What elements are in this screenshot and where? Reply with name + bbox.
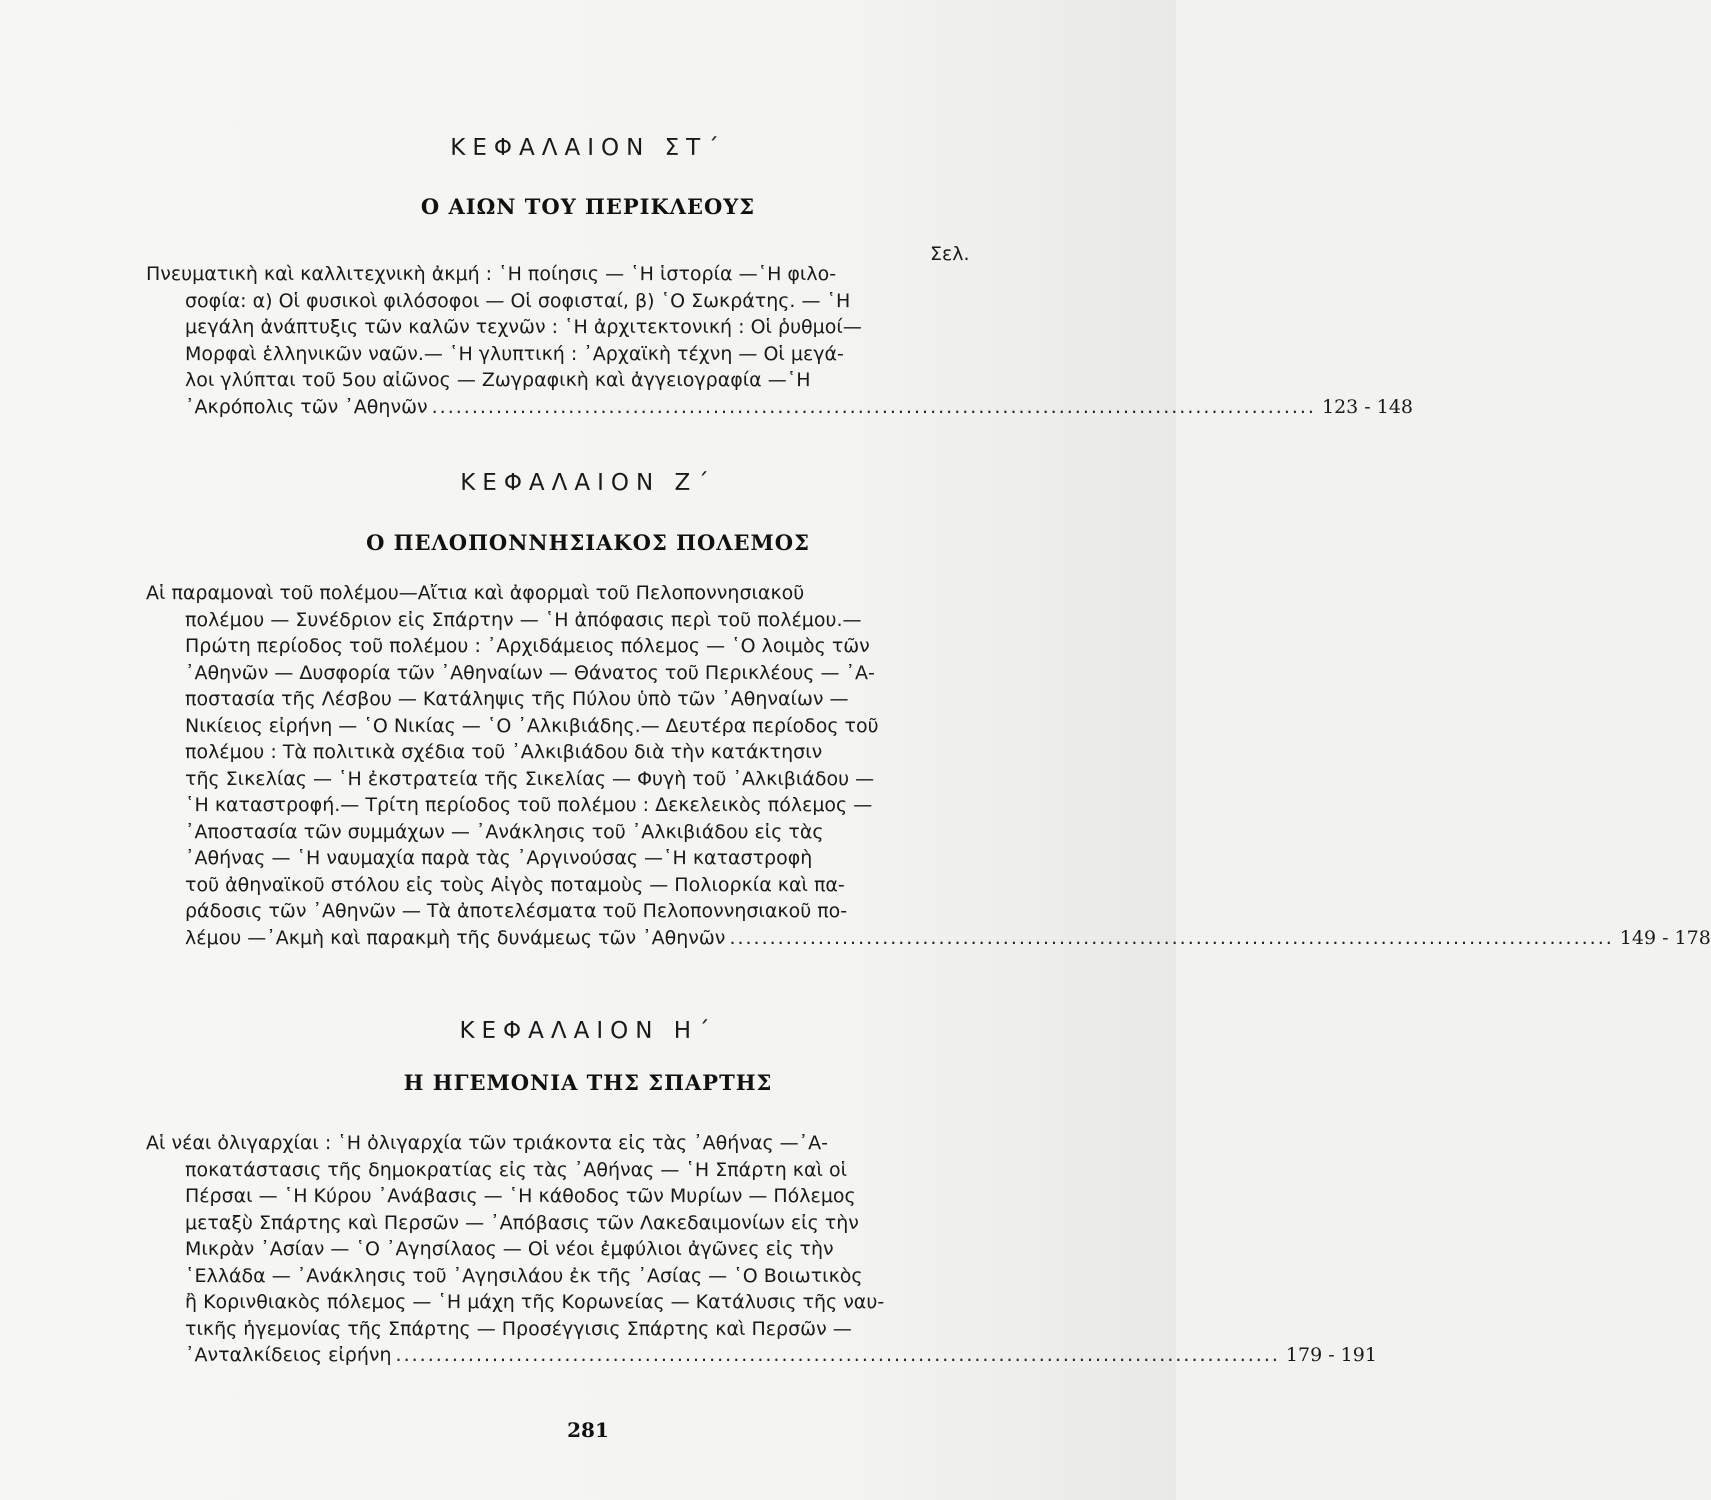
entry-line: πολέμου — Συνέδριον εἰς Σπάρτην — ῾Η ἀπόφασις περὶ τοῦ πολέμου.—	[185, 608, 862, 631]
chapter-6-entry	[146, 261, 1414, 420]
entry-line: ᾿Αθήνας — ῾Η ναυμαχία παρὰ τὰς ᾿Αργινούσας —῾Η καταστροφὴ	[185, 847, 813, 869]
page-number: 281	[567, 1418, 609, 1442]
page-column-label: Σελ.	[930, 243, 970, 265]
entry-line: Αἱ παραμοναὶ τοῦ πολέμου—Αἴτια καὶ ἀφορμαὶ τοῦ Πελοποννησιακοῦ	[146, 582, 805, 604]
chapter-6-label: ΚΕΦΑΛΑΙΟΝ ΣΤ΄	[450, 135, 726, 161]
entry-line: ποκατάστασις τῆς δημοκρατίας εἰς τὰς ᾿Αθήνας — ῾Η Σπάρτη καὶ οἱ	[185, 1158, 848, 1181]
entry-line: Αἱ νέαι ὀλιγαρχίαι : ῾Η ὀλιγαρχία τῶν τριάκοντα εἰς τὰς ᾿Αθήνας —᾿Α-	[146, 1132, 829, 1154]
entry-line: ᾿Αθηνῶν — Δυσφορία τῶν ᾿Αθηναίων — Θάνατος τοῦ Περικλέους — ᾿Α-	[185, 661, 875, 684]
chapter-7-title: Ο ΠΕΛΟΠΟΝΝΗΣΙΑΚΟΣ ΠΟΛΕΜΟΣ	[366, 530, 810, 555]
entry-line: ράδοσις τῶν ᾿Αθηνῶν — Τὰ ἀποτελέσματα τοῦ Πελοποννησιακοῦ πο-	[185, 900, 848, 922]
chapter-8-entry	[146, 1130, 1377, 1369]
entry-line: Πνευματικὴ καὶ καλλιτεχνικὴ ἀκμή : ῾Η ποίησις — ῾Η ἱστορία —῾Η φιλο-	[146, 263, 837, 285]
chapter-8-title: Η ΗΓΕΜΟΝΙΑ ΤΗΣ ΣΠΑΡΤΗΣ	[403, 1070, 773, 1095]
entry-line: ᾿Αποστασία τῶν συμμάχων — ᾿Ανάκλησις τοῦ ᾿Αλκιβιάδου εἰς τὰς	[185, 820, 824, 843]
entry-line: ῾Ελλάδα — ᾿Ανάκλησις τοῦ ᾿Αγησιλάου ἐκ τῆς ᾿Ασίας — ῾Ο Βοιωτικὸς	[185, 1264, 863, 1287]
leader-dots: ..............................................................................................................	[395, 1344, 1280, 1366]
entry-line: ᾿Ανταλκίδειος εἰρήνη	[185, 1344, 392, 1366]
chapter-7-entry	[146, 580, 1711, 951]
entry-line: Πρώτη περίοδος τοῦ πολέμου : ᾿Αρχιδάμειος πόλεμος — ῾Ο λοιμὸς τῶν	[185, 635, 870, 657]
entry-last-line	[146, 925, 1711, 952]
entry-line: Πέρσαι — ῾Η Κύρου ᾿Ανάβασις — ῾Η κάθοδος τῶν Μυρίων — Πόλεμος	[185, 1185, 856, 1207]
entry-last-line	[146, 394, 1414, 421]
entry-line: τικῆς ἡγεμονίας τῆς Σπάρτης — Προσέγγισις Σπάρτης καὶ Περσῶν —	[185, 1317, 852, 1340]
entry-line: σοφία: α) Οἱ φυσικοὶ φιλόσοφοι — Οἱ σοφισταί, β) ῾Ο Σωκράτης. — ῾Η	[185, 289, 851, 312]
page-range: 179 - 191	[1285, 1344, 1377, 1366]
entry-line: λέμου —᾿Ακμὴ καὶ παρακμὴ τῆς δυνάμεως τῶν ᾿Αθηνῶν	[185, 926, 726, 949]
entry-line: μεταξὺ Σπάρτης καὶ Περσῶν — ᾿Απόβασις τῶν Λακεδαιμονίων εἰς τὴν	[185, 1211, 859, 1234]
leader-dots: ..............................................................................................................	[431, 395, 1316, 418]
entry-line: ᾿Ακρόπολις τῶν ᾿Αθηνῶν	[185, 395, 428, 418]
entry-line: Μικρὰν ᾿Ασίαν — ῾Ο ᾿Αγησίλαος — Οἱ νέοι ἐμφύλιοι ἀγῶνες εἰς τὴν	[185, 1238, 834, 1260]
entry-line: τοῦ ἀθηναϊκοῦ στόλου εἰς τοὺς Αἰγὸς ποταμοὺς — Πολιορκία καὶ πα-	[185, 873, 845, 896]
chapter-6-title: Ο ΑΙΩΝ ΤΟΥ ΠΕΡΙΚΛΕΟΥΣ	[420, 194, 756, 219]
page-range: 149 - 178	[1619, 926, 1711, 949]
entry-line: ῾Η καταστροφή.— Τρίτη περίοδος τοῦ πολέμου : Δεκελεικὸς πόλεμος —	[185, 794, 873, 816]
leader-dots: ..............................................................................................................	[729, 926, 1614, 949]
chapter-7-label: ΚΕΦΑΛΑΙΟΝ Ζ΄	[460, 470, 716, 496]
entry-line: λοι γλύπται τοῦ 5ου αἰῶνος — Ζωγραφικὴ καὶ ἀγγειογραφία —῾Η	[185, 369, 811, 391]
entry-line: Νικίειος εἰρήνη — ῾Ο Νικίας — ῾Ο ᾿Αλκιβιάδης.— Δευτέρα περίοδος τοῦ	[185, 714, 879, 737]
entry-line: ποστασία τῆς Λέσβου — Κατάληψις τῆς Πύλου ὑπὸ τῶν ᾿Αθηναίων —	[185, 688, 849, 710]
page-range: 123 - 148	[1321, 395, 1414, 418]
entry-line: μεγάλη ἀνάπτυξις τῶν καλῶν τεχνῶν : ῾Η ἀρχιτεκτονική : Οἱ ῥυθμοί—	[185, 316, 862, 338]
entry-line: Μορφαὶ ἑλληνικῶν ναῶν.— ῾Η γλυπτική : ᾿Αρχαϊκὴ τέχνη — Οἱ μεγά-	[185, 342, 844, 365]
chapter-8-label: ΚΕΦΑΛΑΙΟΝ Η΄	[459, 1018, 717, 1044]
entry-line: ἢ Κορινθιακὸς πόλεμος — ῾Η μάχη τῆς Κορωνείας — Κατάλυσις τῆς ναυ-	[185, 1291, 885, 1313]
entry-line: πολέμου : Τὰ πολιτικὰ σχέδια τοῦ ᾿Αλκιβιάδου διὰ τὴν κατάκτησιν	[185, 741, 823, 763]
entry-line: τῆς Σικελίας — ῾Η ἐκστρατεία τῆς Σικελίας — Φυγὴ τοῦ ᾿Αλκιβιάδου —	[185, 767, 875, 790]
entry-last-line	[146, 1342, 1377, 1369]
